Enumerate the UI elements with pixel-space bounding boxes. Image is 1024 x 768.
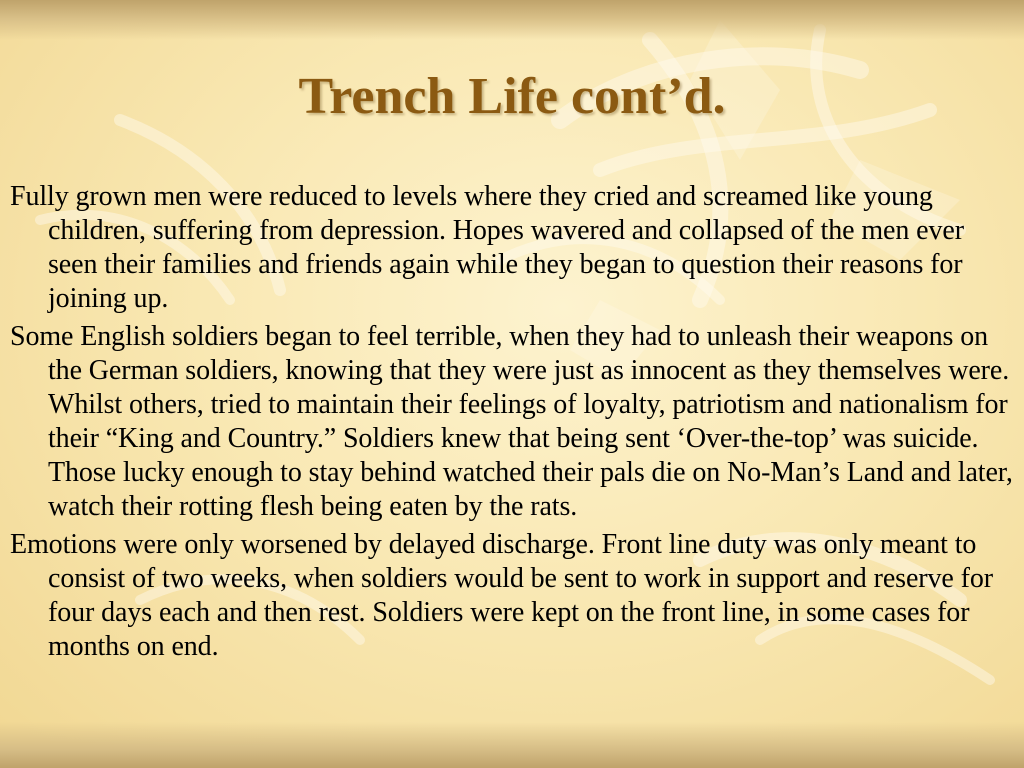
top-shade-band [0,0,1024,40]
body-paragraph: Some English soldiers began to feel terrible, when they had to unleash their weapons on the German soldiers, knowing that they were just as innocent as they themselves were. Whilst others, tried to maintain their feelings of loyalty, patriotism and nationalism for their “King and Country.” Soldiers knew that being sent ‘Over-the-top’ was suicide. Those lucky enough to stay behind watched their pals die on No-Man’s Land and later, watch their rotting flesh being eaten by the rats. [10,321,1013,522]
slide-title: Trench Life cont’d. [298,68,726,125]
slide-body [10,180,1014,668]
body-paragraph: Fully grown men were reduced to levels where they cried and screamed like young children, suffering from depression. Hopes wavered and collapsed of the men ever seen their families and friends again while they began to question their reasons for joining up. [10,181,964,314]
bottom-shade-band [0,722,1024,768]
body-paragraph: Emotions were only worsened by delayed discharge. Front line duty was only meant to consist of two weeks, when soldiers would be sent to work in support and reserve for four days each and then rest. Soldiers were kept on the front line, in some cases for months on end. [10,529,993,662]
